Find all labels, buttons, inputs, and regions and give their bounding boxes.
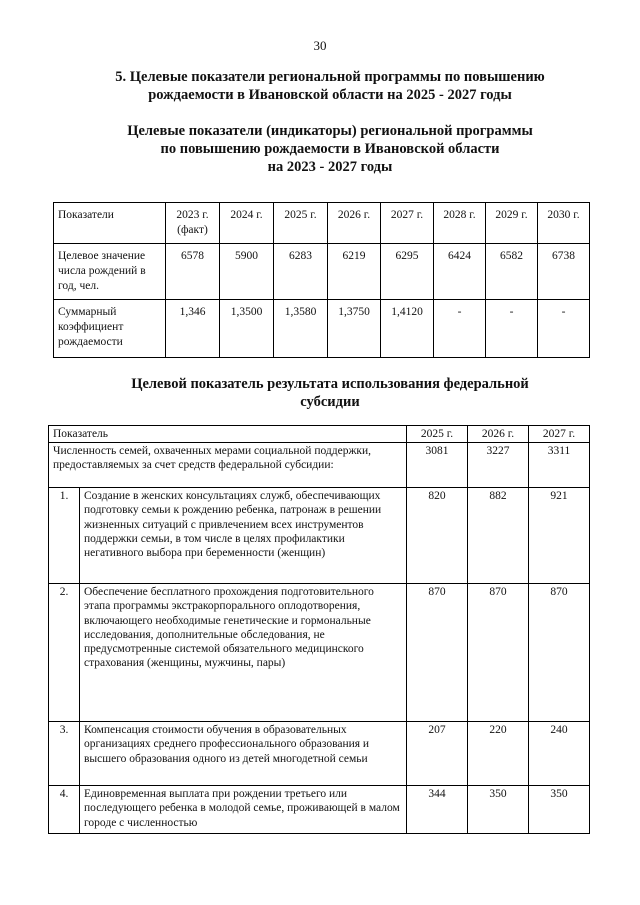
header-cell: 2028 г. (434, 203, 486, 244)
row-label: Обеспечение бесплатного прохождения подготовительного этапа программы экстракорпорального оплодотворения, включающего необходимые генетические и гормональные исследования, дополнительные обследования, не предусмотренные системой обязательного медицинского страхования (женщины, мужчины, пары) (80, 584, 407, 722)
section-title-line: 5. Целевые показатели региональной программы по повышению (115, 69, 545, 85)
table-row (49, 722, 590, 786)
cell-value: 1,4120 (381, 300, 434, 358)
subsidy-result-table (48, 425, 590, 834)
table2-title-line: субсидии (300, 394, 360, 410)
cell-value: 6738 (538, 244, 590, 300)
table2-title-line: Целевой показатель результата использования федеральной (131, 376, 529, 392)
header-cell: 2029 г. (486, 203, 538, 244)
table-row (49, 488, 590, 584)
cell-value: 1,3750 (328, 300, 381, 358)
indicators-table (53, 202, 590, 358)
cell-value: 5900 (220, 244, 274, 300)
cell-value: - (434, 300, 486, 358)
header-cell: 2025 г. (407, 426, 468, 443)
table1-title-line: Целевые показатели (индикаторы) региональной программы (127, 123, 533, 139)
cell-value: 3081 (407, 443, 468, 488)
cell-value: 6582 (486, 244, 538, 300)
cell-value: 6295 (381, 244, 434, 300)
cell-value: 882 (468, 488, 529, 584)
cell-value: 350 (468, 786, 529, 834)
row-number: 1. (49, 488, 80, 584)
cell-value: 1,346 (166, 300, 220, 358)
row-number: 4. (49, 786, 80, 834)
header-cell: 2024 г. (220, 203, 274, 244)
table-row (54, 300, 590, 358)
cell-value: 350 (529, 786, 590, 834)
section-title-line: рождаемости в Ивановской области на 2025 - 2027 годы (148, 87, 512, 103)
table2-title (40, 375, 620, 411)
header-cell: 2027 г. (529, 426, 590, 443)
cell-value: 3311 (529, 443, 590, 488)
header-cell: Показатели (54, 203, 166, 244)
header-cell: 2026 г. (328, 203, 381, 244)
header-cell: 2030 г. (538, 203, 590, 244)
summary-label: Численность семей, охваченных мерами социальной поддержки, предоставляемых за счет средств федеральной субсидии: (49, 443, 407, 488)
row-number: 2. (49, 584, 80, 722)
header-cell: 2023 г. (факт) (166, 203, 220, 244)
table1-title-line: по повышению рождаемости в Ивановской области (160, 141, 500, 157)
cell-value: 207 (407, 722, 468, 786)
cell-value: - (486, 300, 538, 358)
cell-value: 1,3500 (220, 300, 274, 358)
cell-value: 6219 (328, 244, 381, 300)
cell-value: 6283 (274, 244, 328, 300)
table1-title-line: на 2023 - 2027 годы (267, 159, 393, 175)
cell-value: - (538, 300, 590, 358)
row-number: 3. (49, 722, 80, 786)
table-row (49, 584, 590, 722)
cell-value: 820 (407, 488, 468, 584)
cell-value: 220 (468, 722, 529, 786)
table1-title (40, 122, 620, 176)
table-row (49, 786, 590, 834)
header-cell: 2026 г. (468, 426, 529, 443)
table-header-row (49, 426, 590, 443)
table-row (54, 244, 590, 300)
header-cell: 2025 г. (274, 203, 328, 244)
table-header-row (54, 203, 590, 244)
cell-value: 6578 (166, 244, 220, 300)
row-label: Единовременная выплата при рождении третьего или последующего ребенка в молодой семье, проживающей в малом городе с численностью (80, 786, 407, 834)
header-cell: 2027 г. (381, 203, 434, 244)
row-label: Целевое значение числа рождений в год, чел. (54, 244, 166, 300)
cell-value: 870 (529, 584, 590, 722)
cell-value: 344 (407, 786, 468, 834)
header-cell: Показатель (49, 426, 407, 443)
cell-value: 1,3580 (274, 300, 328, 358)
page-number: 30 (313, 38, 327, 53)
cell-value: 870 (468, 584, 529, 722)
section-title (40, 68, 620, 104)
row-label: Компенсация стоимости обучения в образовательных организациях среднего профессионального образования и высшего образования одного из детей многодетной семьи (80, 722, 407, 786)
cell-value: 3227 (468, 443, 529, 488)
cell-value: 6424 (434, 244, 486, 300)
row-label: Суммарный коэффициент рождаемости (54, 300, 166, 358)
cell-value: 240 (529, 722, 590, 786)
cell-value: 921 (529, 488, 590, 584)
cell-value: 870 (407, 584, 468, 722)
row-label: Создание в женских консультациях служб, обеспечивающих подготовку семьи к рождению ребенка, патронаж в решении жизненных ситуаций с привлечением всех инструментов поддержки семьи, в том числе в целях профилактики негативного выбора при беременности (женщин) (80, 488, 407, 584)
summary-row (49, 443, 590, 488)
